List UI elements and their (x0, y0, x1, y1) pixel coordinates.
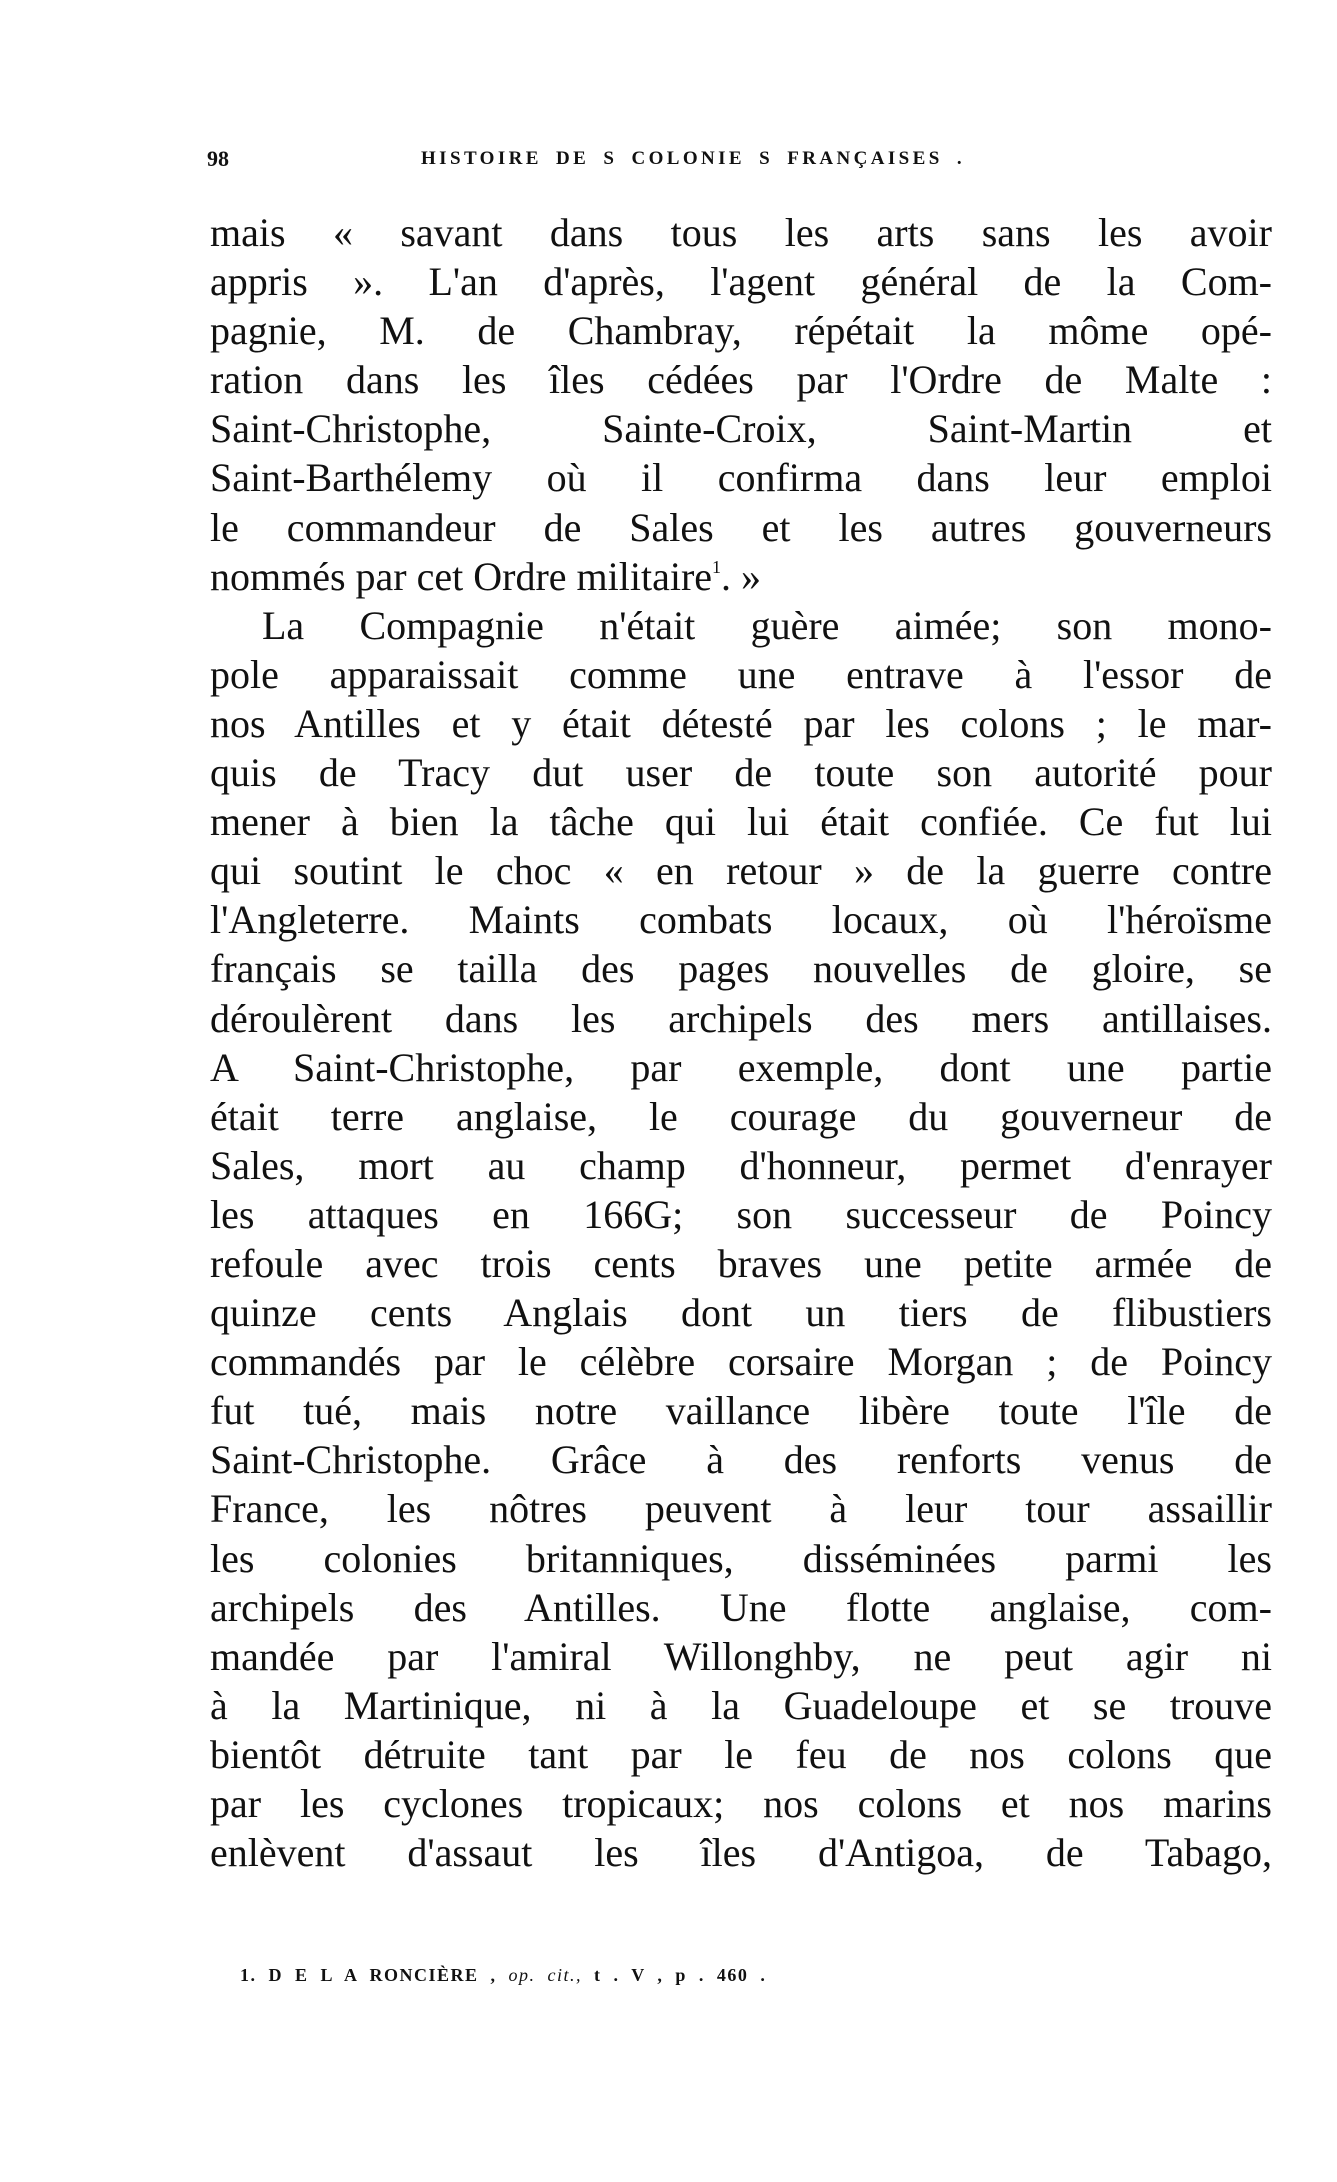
text-fragment: . » (721, 553, 762, 599)
text-line: appris ». L'an d'après, l'agent général de la Com- (210, 259, 1272, 305)
text-line: La Compagnie n'était guère aimée; son mono- (262, 602, 1272, 648)
text-line: le commandeur de Sales et les autres gouverneurs (210, 504, 1272, 550)
footnote-suffix: t . V , p . 460 . (594, 1965, 767, 1985)
running-title: HISTOIRE DE S COLONIE S FRANÇAISES . (421, 148, 965, 169)
paragraph-2 (210, 601, 1272, 1877)
text-line: pagnie, M. de Chambray, répétait la môme opé- (210, 308, 1272, 354)
text-line: Saint-Barthélemy où il confirma dans leur emploi (210, 455, 1272, 501)
text-line: enlèvent d'assaut les îles d'Antigoa, de Tabago, (210, 1830, 1272, 1876)
footnote-reference: 1 (712, 556, 722, 577)
body-text (210, 208, 1272, 1877)
text-line: l'Angleterre. Maints combats locaux, où l'héroïsme (210, 897, 1272, 943)
footnote (240, 1965, 766, 1986)
text-line: qui soutint le choc « en retour » de la guerre contre (210, 848, 1272, 894)
text-line-with-note (210, 552, 1272, 601)
text-line: ration dans les îles cédées par l'Ordre de Malte : (210, 357, 1272, 403)
text-line: refoule avec trois cents braves une petite armée de (210, 1240, 1272, 1286)
text-line: archipels des Antilles. Une flotte anglaise, com- (210, 1584, 1272, 1630)
text-line: pole apparaissait comme une entrave à l'essor de (210, 651, 1272, 697)
text-line: commandés par le célèbre corsaire Morgan ; de Poincy (210, 1339, 1272, 1385)
text-line: déroulèrent dans les archipels des mers antillaises. (210, 995, 1272, 1041)
text-line: fut tué, mais notre vaillance libère toute l'île de (210, 1388, 1272, 1434)
text-line: quis de Tracy dut user de toute son autorité pour (210, 750, 1272, 796)
text-line: mais « savant dans tous les arts sans les avoir (210, 210, 1272, 255)
text-line: Saint-Christophe, Sainte-Croix, Saint-Martin et (210, 406, 1272, 452)
text-line: les attaques en 166G; son successeur de Poincy (210, 1191, 1272, 1237)
text-line: par les cyclones tropicaux; nos colons et nos marins (210, 1781, 1272, 1826)
text-line: France, les nôtres peuvent à leur tour assaillir (210, 1486, 1272, 1532)
page-header (207, 146, 1277, 176)
text-line: nos Antilles et y était détesté par les colons ; le mar- (210, 700, 1272, 746)
text-line: mandée par l'amiral Willonghby, ne peut agir ni (210, 1633, 1272, 1679)
text-line: Saint-Christophe. Grâce à des renforts venus de (210, 1437, 1272, 1483)
text-line: mener à bien la tâche qui lui était confiée. Ce fut lui (210, 799, 1272, 845)
text-line: à la Martinique, ni à la Guadeloupe et se trouve (210, 1682, 1272, 1728)
text-fragment: nommés par cet Ordre militaire (210, 553, 713, 599)
paragraph-1 (210, 208, 1272, 601)
page-number: 98 (207, 146, 229, 171)
text-line: français se tailla des pages nouvelles de gloire, se (210, 946, 1272, 992)
text-line: Sales, mort au champ d'honneur, permet d'enrayer (210, 1142, 1272, 1188)
text-line: était terre anglaise, le courage du gouverneur de (210, 1093, 1272, 1139)
footnote-prefix: 1. D E L A RONCIÈRE , (240, 1965, 497, 1985)
text-line: A Saint-Christophe, par exemple, dont une partie (210, 1044, 1272, 1090)
text-line: bientôt détruite tant par le feu de nos colons que (210, 1731, 1272, 1777)
text-line: quinze cents Anglais dont un tiers de flibustiers (210, 1290, 1272, 1336)
footnote-italic-ref: op. cit., (508, 1965, 583, 1985)
text-line: les colonies britanniques, disséminées parmi les (210, 1535, 1272, 1581)
